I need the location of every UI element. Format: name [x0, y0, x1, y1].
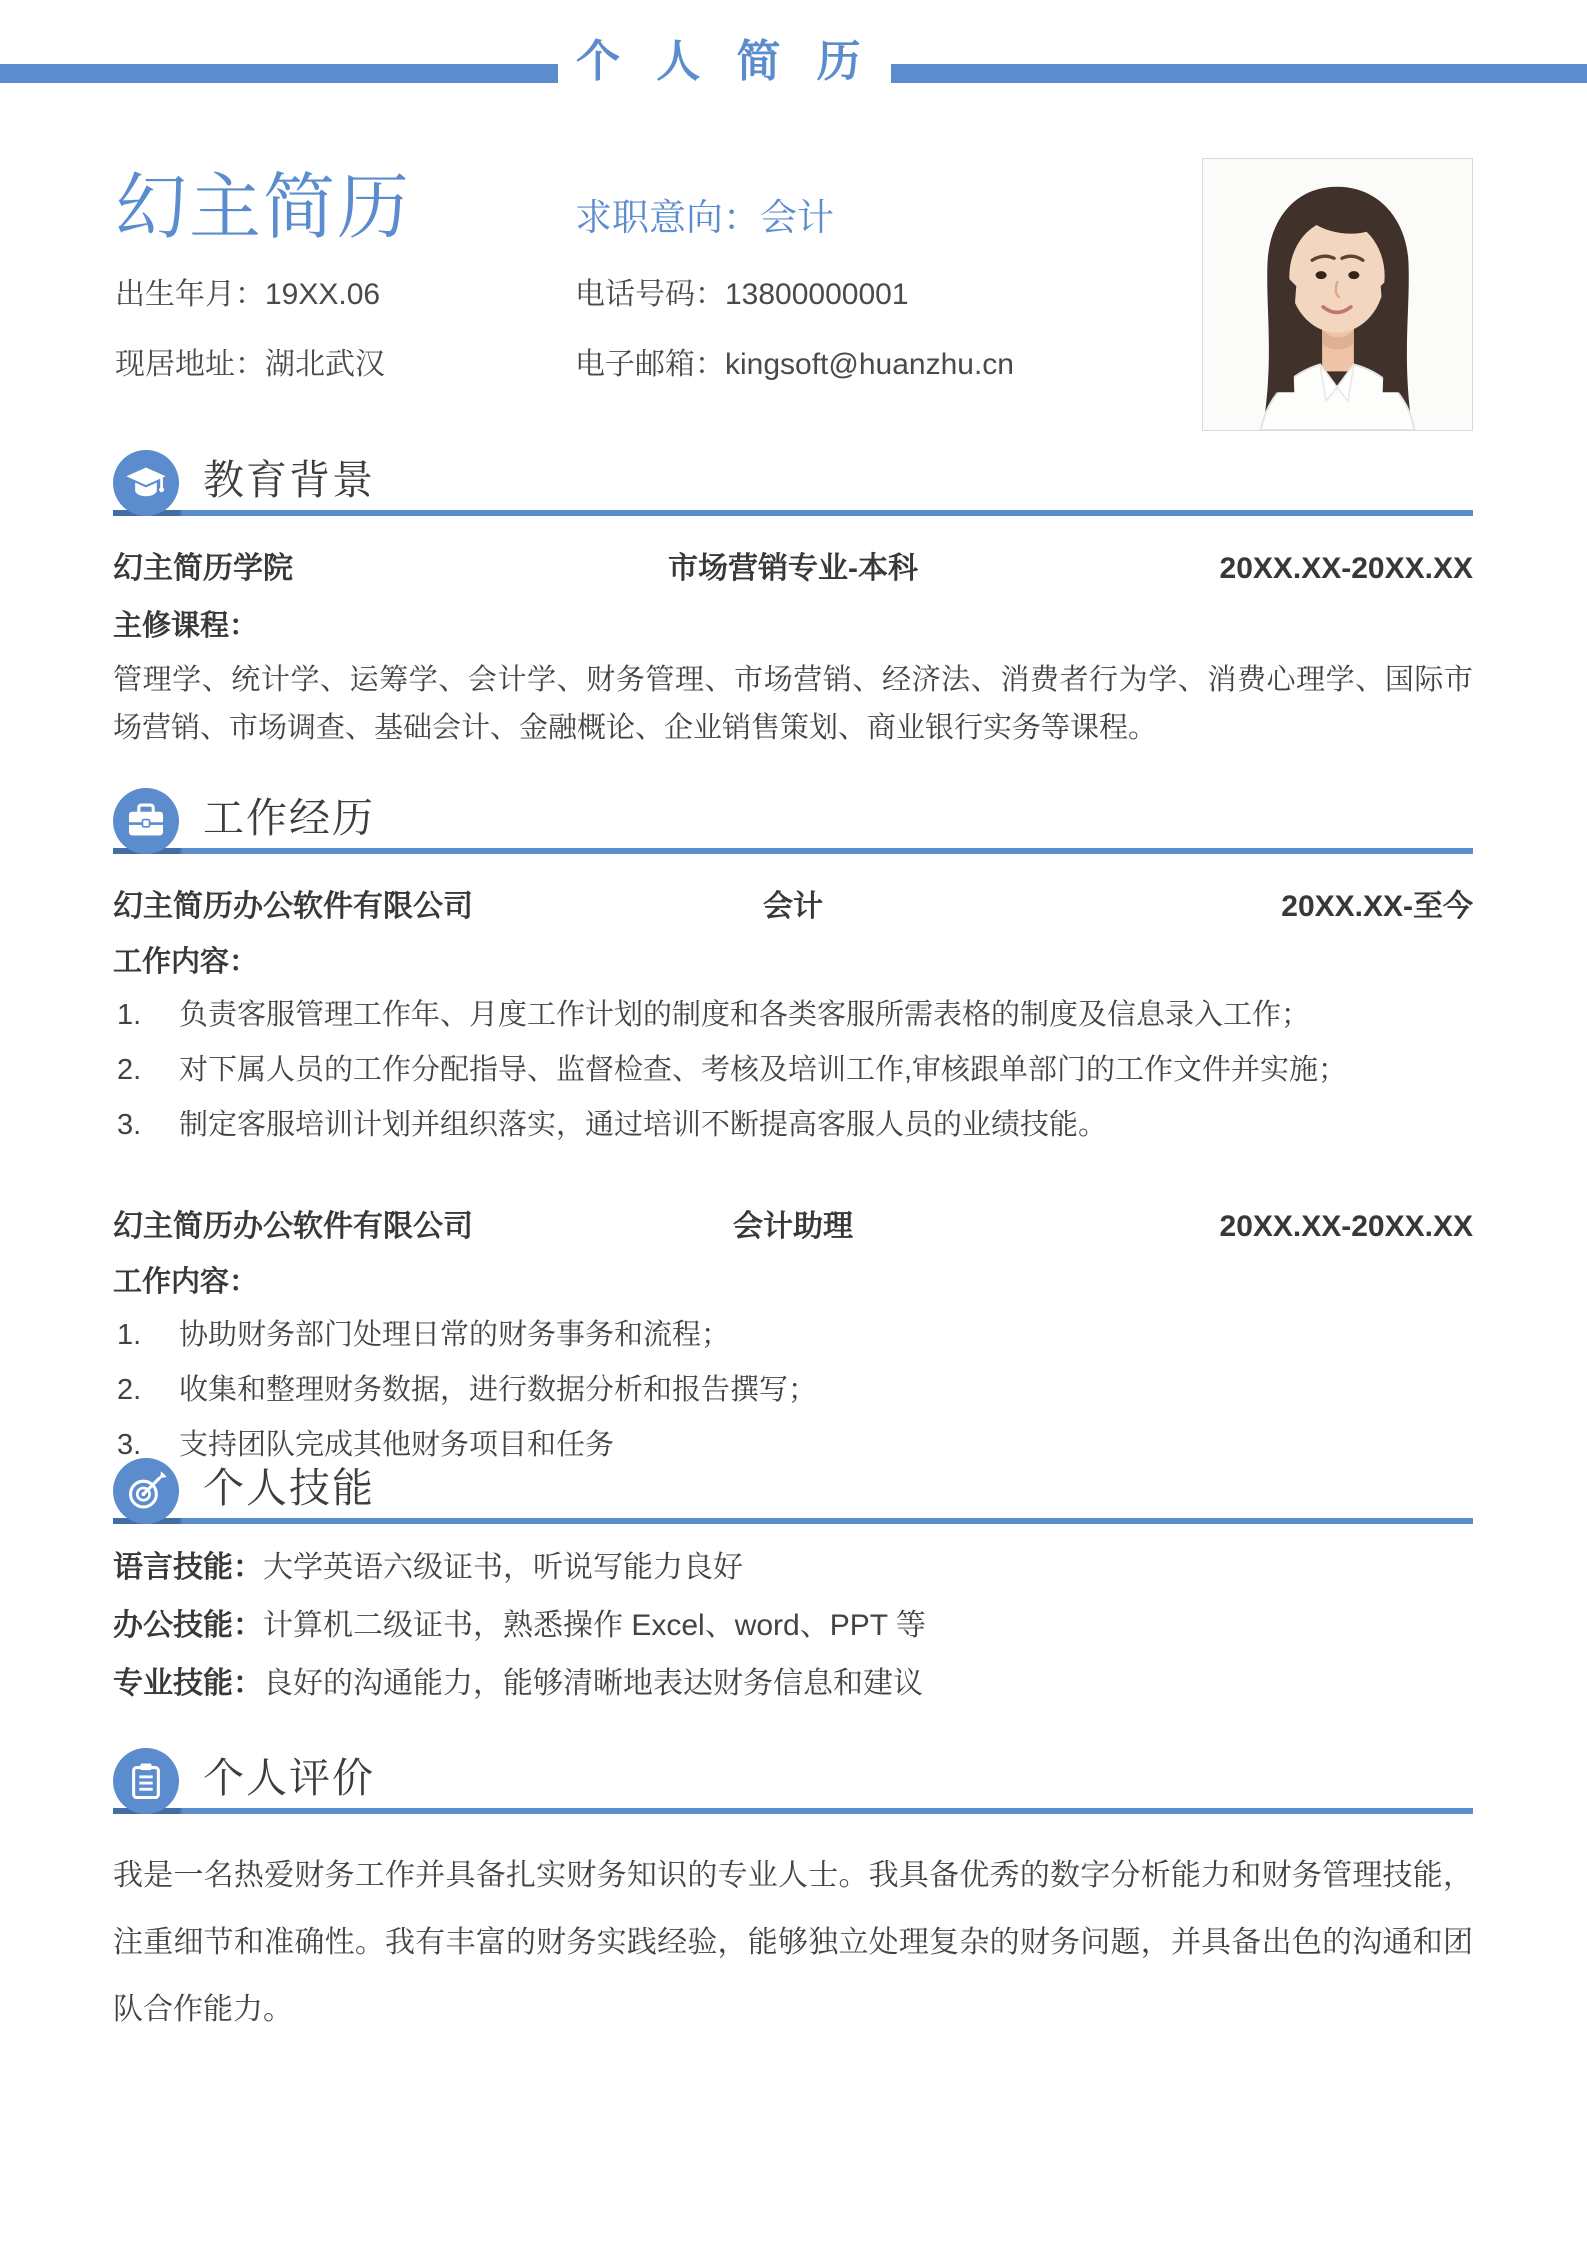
- company-name: 幻主简历办公软件有限公司: [113, 1210, 473, 1243]
- job-duty-list: [113, 1316, 1473, 1464]
- page-title: 个 人 简 历: [558, 34, 891, 90]
- skills-header: [113, 1458, 1473, 1530]
- skill-office: 办公技能：计算机二级证书，熟悉操作 Excel、word、PPT 等: [113, 1609, 926, 1642]
- section-underline: [113, 1808, 1473, 1814]
- evaluation-text: 我是一名热爱财务工作并具备扎实财务知识的专业人士。我具备优秀的数字分析能力和财务管理技能，注重细节和准确性。我有丰富的财务实践经验，能够独立处理复杂的财务问题，并具备出色的沟通和团队合作能力。: [113, 1859, 1473, 2026]
- job-row: [113, 1208, 1473, 1246]
- section-title: 个人技能: [203, 1465, 375, 1511]
- section-title: 教育背景: [203, 457, 375, 503]
- skills-section: [113, 1458, 1473, 1704]
- job-duty-list: [113, 996, 1473, 1144]
- job-content-label: 工作内容：: [113, 946, 259, 978]
- section-underline: [113, 1518, 1473, 1524]
- briefcase-icon: [113, 788, 179, 854]
- job-content-label: 工作内容：: [113, 1266, 259, 1298]
- id-photo: [1202, 158, 1473, 431]
- job-position: 会计: [762, 890, 823, 923]
- work-section: [113, 788, 1473, 1481]
- list-item: 负责客服管理工作年、月度工作计划的制度和各类客服所需表格的制度及信息录入工作；: [179, 999, 1311, 1031]
- section-title: 工作经历: [203, 795, 375, 841]
- info-birth: 出生年月：19XX.06: [115, 278, 381, 311]
- education-period: 20XX.XX-20XX.XX: [1219, 552, 1473, 585]
- education-row: [113, 550, 1473, 588]
- contact-info-grid: [115, 276, 1014, 384]
- job-position: 会计助理: [732, 1210, 853, 1243]
- profile-section: [115, 158, 1473, 436]
- job-row: [113, 888, 1473, 926]
- list-item: 支持团队完成其他财务项目和任务: [179, 1429, 615, 1461]
- skill-professional: 专业技能：良好的沟通能力，能够清晰地表达财务信息和建议: [113, 1667, 923, 1700]
- major: 市场营销专业-本科: [667, 552, 918, 585]
- job-period: 20XX.XX-至今: [1281, 890, 1473, 923]
- info-address: 现居地址：湖北武汉: [115, 348, 385, 381]
- courses-label: 主修课程：: [113, 610, 259, 642]
- list-item: 制定客服培训计划并组织落实，通过培训不断提高客服人员的业绩技能。: [179, 1109, 1108, 1141]
- top-banner: [0, 0, 1587, 120]
- courses-text: 管理学、统计学、运筹学、会计学、财务管理、市场营销、经济法、消费者行为学、消费心理学、国际市场营销、市场调查、基础会计、金融概论、企业销售策划、商业银行实务等课程。: [113, 664, 1473, 744]
- target-dart-icon: [113, 1458, 179, 1524]
- graduation-cap-icon: [113, 450, 179, 516]
- list-item: 收集和整理财务数据，进行数据分析和报告撰写；: [179, 1374, 818, 1406]
- work-header: [113, 788, 1473, 860]
- school-name: 幻主简历学院: [113, 552, 293, 585]
- education-header: [113, 450, 1473, 522]
- list-item: 协助财务部门处理日常的财务事务和流程；: [179, 1319, 731, 1351]
- job-objective: 求职意向：会计: [575, 197, 834, 238]
- education-section: [113, 450, 1473, 752]
- portrait-illustration: [1203, 159, 1472, 430]
- evaluation-header: [113, 1748, 1473, 1820]
- job-period: 20XX.XX-20XX.XX: [1219, 1210, 1473, 1243]
- clipboard-icon: [113, 1748, 179, 1814]
- skill-language: 语言技能：大学英语六级证书，听说写能力良好: [113, 1551, 743, 1584]
- evaluation-section: [113, 1748, 1473, 2043]
- company-name: 幻主简历办公软件有限公司: [113, 890, 473, 923]
- list-item: 对下属人员的工作分配指导、监督检查、考核及培训工作,审核跟单部门的工作文件并实施；: [179, 1054, 1348, 1086]
- info-phone: 电话号码：13800000001: [575, 278, 909, 311]
- section-title: 个人评价: [203, 1755, 375, 1801]
- candidate-name: 幻主简历: [115, 168, 412, 248]
- info-email: 电子邮箱：kingsoft@huanzhu.cn: [575, 348, 1014, 381]
- section-underline: [113, 510, 1473, 516]
- section-underline: [113, 848, 1473, 854]
